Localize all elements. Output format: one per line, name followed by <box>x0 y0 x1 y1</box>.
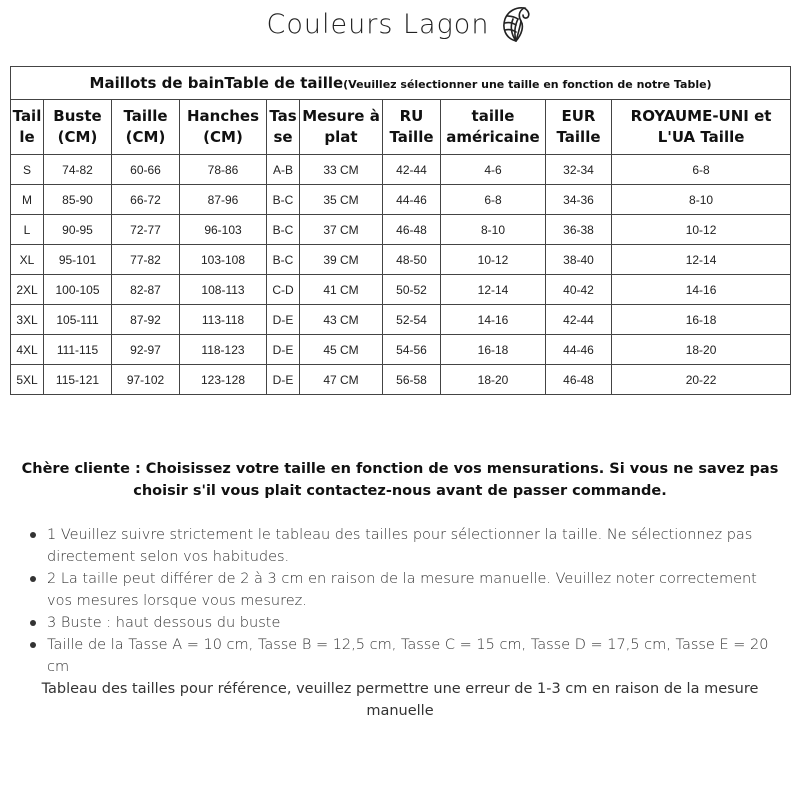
table-cell: 103-108 <box>180 245 267 275</box>
table-cell: B-C <box>267 245 300 275</box>
table-cell: 95-101 <box>44 245 112 275</box>
table-cell: 45 CM <box>300 335 383 365</box>
table-cell: 3XL <box>11 305 44 335</box>
table-cell: 46-48 <box>546 365 612 395</box>
rules-list <box>47 524 782 678</box>
table-cell: 87-92 <box>112 305 180 335</box>
table-cell: A-B <box>267 155 300 185</box>
table-body <box>11 155 791 395</box>
bullet-icon <box>30 532 36 538</box>
table-cell: 4-6 <box>441 155 546 185</box>
table-cell: 72-77 <box>112 215 180 245</box>
table-cell: 33 CM <box>300 155 383 185</box>
rule-text: 1 Veuillez suivre strictement le tableau des tailles pour sélectionner la taille. Ne sélectionnez pas directement selon vos habitudes. <box>47 527 753 565</box>
table-cell: 85-90 <box>44 185 112 215</box>
table-cell: 60-66 <box>112 155 180 185</box>
table-cell: 50-52 <box>383 275 441 305</box>
rule-item <box>47 568 782 612</box>
table-cell: 105-111 <box>44 305 112 335</box>
bullet-icon <box>30 642 36 648</box>
table-cell: 77-82 <box>112 245 180 275</box>
table-cell: 111-115 <box>44 335 112 365</box>
table-cell: 66-72 <box>112 185 180 215</box>
column-header: Tail le <box>11 100 44 155</box>
table-cell: 8-10 <box>441 215 546 245</box>
column-header: Mesure à plat <box>300 100 383 155</box>
table-title <box>11 67 791 100</box>
column-header: Buste (CM) <box>44 100 112 155</box>
table-row <box>11 335 791 365</box>
column-header: taille américaine <box>441 100 546 155</box>
table-cell: 54-56 <box>383 335 441 365</box>
column-header: Tas se <box>267 100 300 155</box>
bullet-icon <box>30 620 36 626</box>
table-cell: 90-95 <box>44 215 112 245</box>
table-cell: 43 CM <box>300 305 383 335</box>
table-cell: 38-40 <box>546 245 612 275</box>
table-cell: 96-103 <box>180 215 267 245</box>
table-cell: D-E <box>267 335 300 365</box>
table-cell: 44-46 <box>383 185 441 215</box>
table-cell: 123-128 <box>180 365 267 395</box>
table-cell: M <box>11 185 44 215</box>
table-cell: 2XL <box>11 275 44 305</box>
table-cell: B-C <box>267 215 300 245</box>
table-cell: 74-82 <box>44 155 112 185</box>
table-cell: 78-86 <box>180 155 267 185</box>
table-row <box>11 305 791 335</box>
table-cell: 16-18 <box>612 305 791 335</box>
column-header: Taille (CM) <box>112 100 180 155</box>
brand-name: Couleurs Lagon <box>266 8 490 40</box>
table-cell: 10-12 <box>612 215 791 245</box>
table-title-note: (Veuillez sélectionner une taille en fonction de notre Table) <box>343 78 712 91</box>
size-table <box>10 66 791 395</box>
table-cell: 12-14 <box>612 245 791 275</box>
table-row <box>11 245 791 275</box>
table-cell: B-C <box>267 185 300 215</box>
table-cell: 118-123 <box>180 335 267 365</box>
table-cell: 14-16 <box>441 305 546 335</box>
bullet-icon <box>30 576 36 582</box>
rule-text: 2 La taille peut différer de 2 à 3 cm en raison de la mesure manuelle. Veuillez noter correctement vos mesures lorsque vous mesurez. <box>47 571 757 609</box>
table-cell: 18-20 <box>441 365 546 395</box>
table-cell: 36-38 <box>546 215 612 245</box>
column-header: EUR Taille <box>546 100 612 155</box>
table-cell: 113-118 <box>180 305 267 335</box>
table-cell: 16-18 <box>441 335 546 365</box>
rule-item <box>47 524 782 568</box>
rule-text: 3 Buste : haut dessous du buste <box>47 615 281 631</box>
table-cell: 34-36 <box>546 185 612 215</box>
footer-note: Tableau des tailles pour référence, veuillez permettre une erreur de 1-3 cm en raison de la mesure manuelle <box>41 681 759 719</box>
rule-item <box>47 634 782 678</box>
table-cell: 82-87 <box>112 275 180 305</box>
table-cell: D-E <box>267 365 300 395</box>
nautilus-shell-icon <box>499 4 533 44</box>
table-cell: 14-16 <box>612 275 791 305</box>
customer-notice: Chère cliente : Choisissez votre taille en fonction de vos mensurations. Si vous ne savez pas choisir s'il vous plait contactez-nous avant de passer commande. <box>21 461 779 499</box>
table-cell: 46-48 <box>383 215 441 245</box>
table-row <box>11 155 791 185</box>
table-cell: 108-113 <box>180 275 267 305</box>
table-cell: 44-46 <box>546 335 612 365</box>
table-cell: 6-8 <box>612 155 791 185</box>
table-cell: 48-50 <box>383 245 441 275</box>
table-cell: D-E <box>267 305 300 335</box>
table-cell: 97-102 <box>112 365 180 395</box>
rule-item <box>47 612 782 634</box>
table-cell: S <box>11 155 44 185</box>
table-cell: C-D <box>267 275 300 305</box>
brand-header <box>0 4 800 44</box>
table-header-row <box>11 100 791 155</box>
column-header: RU Taille <box>383 100 441 155</box>
table-cell: 4XL <box>11 335 44 365</box>
table-cell: 56-58 <box>383 365 441 395</box>
table-cell: 5XL <box>11 365 44 395</box>
table-cell: 20-22 <box>612 365 791 395</box>
table-cell: 37 CM <box>300 215 383 245</box>
table-cell: 41 CM <box>300 275 383 305</box>
column-header: Hanches (CM) <box>180 100 267 155</box>
table-row <box>11 185 791 215</box>
table-cell: 12-14 <box>441 275 546 305</box>
table-cell: 52-54 <box>383 305 441 335</box>
table-cell: 8-10 <box>612 185 791 215</box>
table-cell: 87-96 <box>180 185 267 215</box>
table-cell: 6-8 <box>441 185 546 215</box>
table-cell: 47 CM <box>300 365 383 395</box>
table-cell: 115-121 <box>44 365 112 395</box>
table-cell: XL <box>11 245 44 275</box>
table-cell: 18-20 <box>612 335 791 365</box>
table-cell: 42-44 <box>383 155 441 185</box>
table-cell: 10-12 <box>441 245 546 275</box>
table-cell: 100-105 <box>44 275 112 305</box>
table-cell: L <box>11 215 44 245</box>
table-title-text: Maillots de bainTable de taille <box>89 74 344 92</box>
table-cell: 40-42 <box>546 275 612 305</box>
table-row <box>11 275 791 305</box>
table-cell: 39 CM <box>300 245 383 275</box>
table-cell: 32-34 <box>546 155 612 185</box>
table-row <box>11 365 791 395</box>
column-header: ROYAUME-UNI et L'UA Taille <box>612 100 791 155</box>
table-cell: 42-44 <box>546 305 612 335</box>
rule-text: Taille de la Tasse A = 10 cm, Tasse B = 12,5 cm, Tasse C = 15 cm, Tasse D = 17,5 cm, Tasse E = 20 cm <box>47 637 769 675</box>
table-cell: 35 CM <box>300 185 383 215</box>
table-row <box>11 215 791 245</box>
table-cell: 92-97 <box>112 335 180 365</box>
